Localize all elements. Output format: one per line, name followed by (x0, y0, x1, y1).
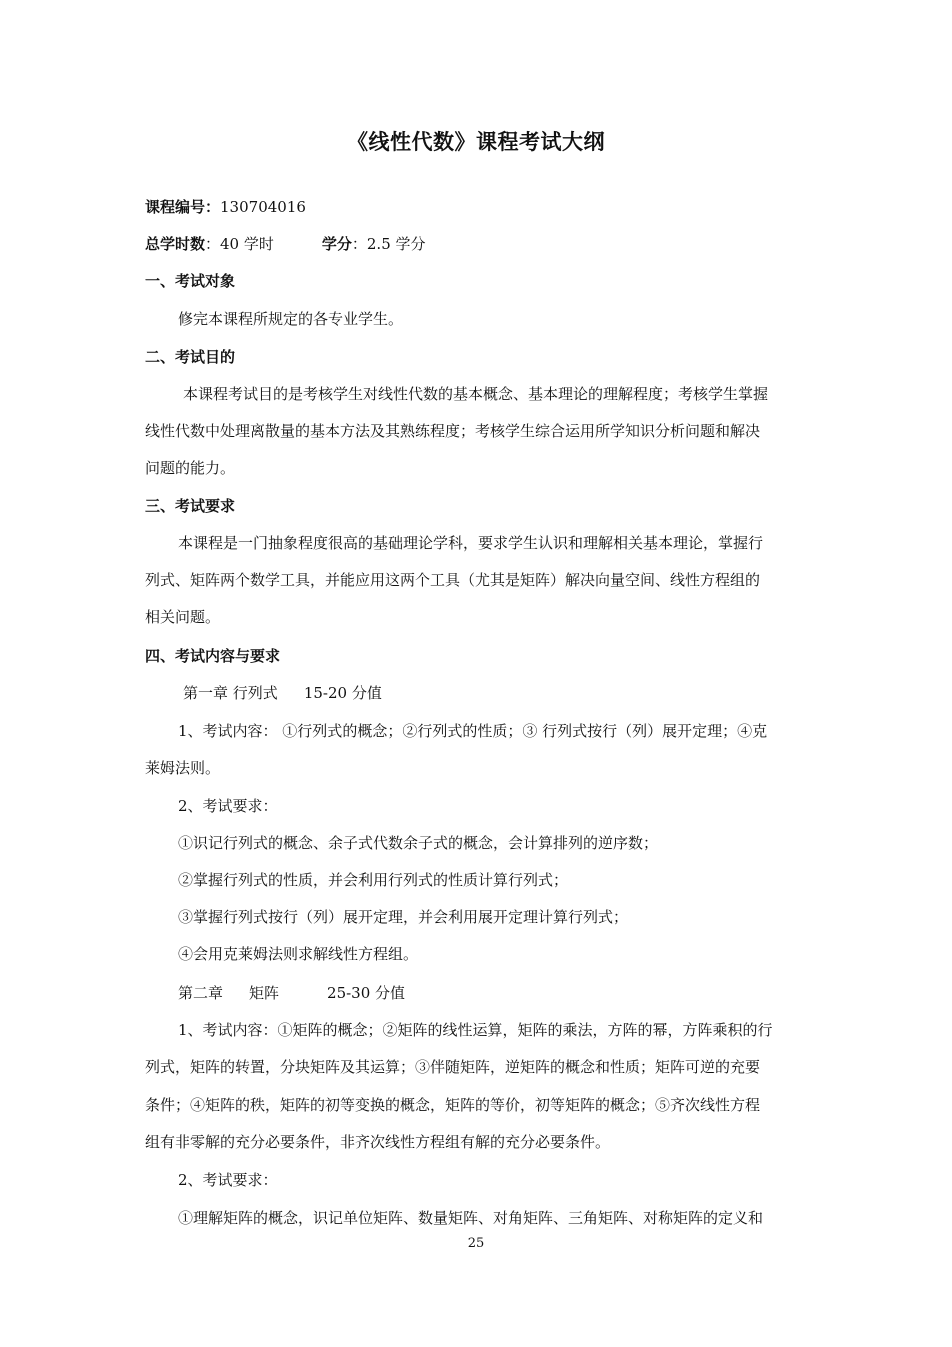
hours-credit-line (145, 233, 835, 254)
document-title: 《线性代数》课程考试大纲 (347, 130, 605, 154)
chapter-1-req-item: ④会用克莱姆法则求解线性方程组。 (178, 945, 419, 963)
section-2-line: 本课程考试目的是考核学生对线性代数的基本概念、基本理论的理解程度；考核学生掌握 (183, 385, 769, 403)
credit-value: ：2.5 学分 (351, 235, 426, 253)
chapter-2-content-line: 列式，矩阵的转置，分块矩阵及其运算；③伴随矩阵，逆矩阵的概念和性质；矩阵可逆的充要 (145, 1058, 761, 1076)
section-heading-2: 二、考试目的 (145, 348, 236, 366)
hours-value: ：40 学时 (205, 235, 274, 253)
chapter-1-req-item: ③掌握行列式按行（列）展开定理，并会利用展开定理计算行列式； (178, 908, 629, 926)
chapter-2-req-label: 2、考试要求： (178, 1171, 278, 1189)
section-heading-3: 三、考试要求 (145, 497, 236, 515)
chapter-1-name: 行列式 (232, 684, 278, 702)
section-1-text: 修完本课程所规定的各专业学生。 (178, 310, 404, 328)
section-heading-1: 一、考试对象 (145, 272, 236, 290)
course-code-label: 课程编号： (145, 198, 221, 216)
chapter-2-content-line: 组有非零解的充分必要条件，非齐次线性方程组有解的充分必要条件。 (145, 1133, 611, 1151)
section-3-line: 本课程是一门抽象程度很高的基础理论学科，要求学生认识和理解相关基本理论，掌握行 (178, 534, 764, 552)
section-3-line: 相关问题。 (145, 608, 221, 626)
page-number: 25 (467, 1236, 485, 1251)
section-2-line: 线性代数中处理离散量的基本方法及其熟练程度；考核学生综合运用所学知识分析问题和解决 (145, 422, 761, 440)
chapter-2-content-line: 1、考试内容：①矩阵的概念；②矩阵的线性运算，矩阵的乘法，方阵的幂，方阵乘积的行 (178, 1021, 773, 1039)
chapter-1-content-line: 莱姆法则。 (145, 759, 221, 777)
hours-label: 总学时数 (145, 235, 206, 253)
chapter-1-req-label: 2、考试要求： (178, 797, 278, 815)
chapter-1-score: 15-20 分值 (303, 684, 382, 702)
chapter-1-number: 第一章 (183, 684, 229, 702)
section-3-line: 列式、矩阵两个数学工具，并能应用这两个工具（尤其是矩阵）解决向量空间、线性方程组的 (145, 571, 761, 589)
section-heading-4: 四、考试内容与要求 (145, 647, 281, 665)
credit-label: 学分 (321, 235, 352, 253)
chapter-1-heading (183, 682, 873, 703)
chapter-1-content-line: 1、考试内容： ①行列式的概念；②行列式的性质；③ 行列式按行（列）展开定理；④克 (178, 722, 768, 740)
chapter-1-req-item: ②掌握行列式的性质，并会利用行列式的性质计算行列式； (178, 871, 569, 889)
chapter-2-name: 矩阵 (249, 984, 280, 1002)
chapter-2-content-line: 条件；④矩阵的秩，矩阵的初等变换的概念，矩阵的等价，初等矩阵的概念；⑤齐次线性方程 (145, 1096, 761, 1114)
chapter-2-req-item: ①理解矩阵的概念，识记单位矩阵、数量矩阵、对角矩阵、三角矩阵、对称矩阵的定义和 (178, 1209, 764, 1227)
chapter-2-heading (178, 982, 868, 1003)
course-code-value: 130704016 (220, 198, 306, 216)
chapter-2-score: 25-30 分值 (327, 984, 406, 1002)
course-code-line (145, 196, 835, 217)
chapter-2-number: 第二章 (178, 984, 224, 1002)
section-2-line: 问题的能力。 (145, 459, 236, 477)
chapter-1-req-item: ①识记行列式的概念、余子式代数余子式的概念，会计算排列的逆序数； (178, 834, 659, 852)
